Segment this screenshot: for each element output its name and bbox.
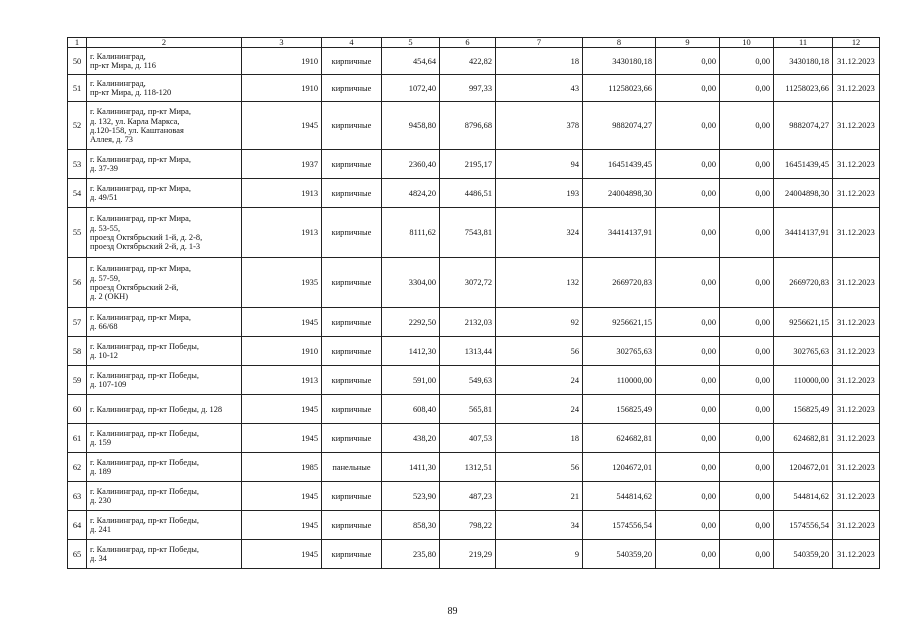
total-area-cell: 608,40 — [382, 395, 440, 424]
deadline-date-cell: 31.12.2023 — [833, 424, 880, 453]
residents-count-cell: 9 — [496, 540, 583, 569]
build-year-cell: 1945 — [242, 424, 322, 453]
cost-local-cell: 3430180,18 — [774, 48, 833, 75]
table-row — [68, 75, 880, 102]
address-cell — [87, 453, 242, 482]
row-number-cell: 54 — [68, 179, 87, 208]
cost-local-cell: 156825,49 — [774, 395, 833, 424]
cost-federal-cell: 0,00 — [656, 395, 720, 424]
wall-material-cell: кирпичные — [322, 150, 382, 179]
address-line: пр-кт Мира, д. 116 — [90, 61, 156, 71]
wall-material-cell: кирпичные — [322, 102, 382, 150]
column-header-4: 4 — [322, 38, 382, 48]
cost-total-cell: 302765,63 — [583, 337, 656, 366]
cost-regional-cell: 0,00 — [720, 258, 774, 308]
residents-count-cell: 18 — [496, 48, 583, 75]
address-cell — [87, 540, 242, 569]
address-line: д. 241 — [90, 525, 112, 535]
column-header-3: 3 — [242, 38, 322, 48]
address-line: г. Калининград, пр-кт Победы, д. 128 — [90, 404, 223, 414]
cost-local-cell: 302765,63 — [774, 337, 833, 366]
row-number-cell: 62 — [68, 453, 87, 482]
cost-local-cell: 34414137,91 — [774, 208, 833, 258]
living-area-cell: 7543,81 — [440, 208, 496, 258]
column-header-1: 1 — [68, 38, 87, 48]
cost-total-cell: 1204672,01 — [583, 453, 656, 482]
cost-federal-cell: 0,00 — [656, 150, 720, 179]
residents-count-cell: 378 — [496, 102, 583, 150]
total-area-cell: 3304,00 — [382, 258, 440, 308]
build-year-cell: 1910 — [242, 48, 322, 75]
address-line: д. 230 — [90, 496, 112, 506]
wall-material-cell: кирпичные — [322, 208, 382, 258]
cost-regional-cell: 0,00 — [720, 482, 774, 511]
build-year-cell: 1985 — [242, 453, 322, 482]
living-area-cell: 8796,68 — [440, 102, 496, 150]
row-number-cell: 58 — [68, 337, 87, 366]
total-area-cell: 9458,80 — [382, 102, 440, 150]
residents-count-cell: 324 — [496, 208, 583, 258]
wall-material-cell: кирпичные — [322, 511, 382, 540]
row-number-cell: 55 — [68, 208, 87, 258]
address-line: д.120-158, ул. Каштановая — [90, 125, 184, 135]
row-number-cell: 59 — [68, 366, 87, 395]
address-line: д. 37-39 — [90, 164, 118, 174]
cost-federal-cell: 0,00 — [656, 179, 720, 208]
living-area-cell: 487,23 — [440, 482, 496, 511]
living-area-cell: 4486,51 — [440, 179, 496, 208]
address-cell — [87, 482, 242, 511]
living-area-cell: 3072,72 — [440, 258, 496, 308]
address-line: проезд Октябрьский 2-й, д. 1-3 — [90, 242, 201, 252]
cost-regional-cell: 0,00 — [720, 75, 774, 102]
build-year-cell: 1913 — [242, 179, 322, 208]
wall-material-cell: кирпичные — [322, 395, 382, 424]
deadline-date-cell: 31.12.2023 — [833, 366, 880, 395]
address-cell — [87, 48, 242, 75]
residents-count-cell: 94 — [496, 150, 583, 179]
table-row — [68, 102, 880, 150]
cost-regional-cell: 0,00 — [720, 48, 774, 75]
residents-count-cell: 34 — [496, 511, 583, 540]
address-line: Аллея, д. 73 — [90, 135, 133, 145]
table-row — [68, 48, 880, 75]
table-row — [68, 337, 880, 366]
row-number-cell: 51 — [68, 75, 87, 102]
cost-total-cell: 110000,00 — [583, 366, 656, 395]
build-year-cell: 1913 — [242, 208, 322, 258]
address-cell — [87, 179, 242, 208]
residents-count-cell: 193 — [496, 179, 583, 208]
build-year-cell: 1945 — [242, 102, 322, 150]
row-number-cell: 56 — [68, 258, 87, 308]
total-area-cell: 1412,30 — [382, 337, 440, 366]
address-line: д. 189 — [90, 467, 112, 477]
page-number: 89 — [447, 606, 458, 617]
cost-federal-cell: 0,00 — [656, 102, 720, 150]
address-line: проезд Октябрьский 1-й, д. 2-8, — [90, 232, 203, 242]
cost-total-cell: 624682,81 — [583, 424, 656, 453]
table-row — [68, 540, 880, 569]
deadline-date-cell: 31.12.2023 — [833, 48, 880, 75]
address-cell — [87, 366, 242, 395]
address-line: д. 66/68 — [90, 322, 118, 332]
wall-material-cell: кирпичные — [322, 75, 382, 102]
cost-local-cell: 1204672,01 — [774, 453, 833, 482]
cost-federal-cell: 0,00 — [656, 258, 720, 308]
residents-count-cell: 18 — [496, 424, 583, 453]
cost-local-cell: 624682,81 — [774, 424, 833, 453]
cost-regional-cell: 0,00 — [720, 208, 774, 258]
total-area-cell: 2360,40 — [382, 150, 440, 179]
wall-material-cell: кирпичные — [322, 258, 382, 308]
wall-material-cell: кирпичные — [322, 179, 382, 208]
build-year-cell: 1945 — [242, 482, 322, 511]
address-line: г. Калининград, пр-кт Мира, — [90, 214, 191, 224]
living-area-cell: 1313,44 — [440, 337, 496, 366]
build-year-cell: 1937 — [242, 150, 322, 179]
cost-total-cell: 16451439,45 — [583, 150, 656, 179]
address-line: д. 159 — [90, 438, 112, 448]
cost-local-cell: 544814,62 — [774, 482, 833, 511]
cost-local-cell: 11258023,66 — [774, 75, 833, 102]
build-year-cell: 1910 — [242, 337, 322, 366]
address-cell — [87, 102, 242, 150]
address-cell — [87, 208, 242, 258]
address-line: г. Калининград, пр-кт Победы, — [90, 487, 199, 496]
residents-count-cell: 24 — [496, 395, 583, 424]
address-line: д. 49/51 — [90, 193, 118, 203]
cost-federal-cell: 0,00 — [656, 540, 720, 569]
cost-regional-cell: 0,00 — [720, 453, 774, 482]
row-number-cell: 52 — [68, 102, 87, 150]
address-cell — [87, 337, 242, 366]
build-year-cell: 1913 — [242, 366, 322, 395]
column-number-header — [68, 38, 880, 48]
deadline-date-cell: 31.12.2023 — [833, 102, 880, 150]
address-line: д. 2 (ОКН) — [90, 292, 128, 302]
cost-federal-cell: 0,00 — [656, 511, 720, 540]
total-area-cell: 4824,20 — [382, 179, 440, 208]
address-cell — [87, 75, 242, 102]
address-line: д. 57-59, — [90, 273, 121, 283]
total-area-cell: 438,20 — [382, 424, 440, 453]
deadline-date-cell: 31.12.2023 — [833, 150, 880, 179]
total-area-cell: 2292,50 — [382, 308, 440, 337]
address-line: г. Калининград, пр-кт Мира, — [90, 313, 191, 322]
column-header-2: 2 — [87, 38, 242, 48]
address-line: д. 53-55, — [90, 223, 121, 233]
row-number-cell: 53 — [68, 150, 87, 179]
total-area-cell: 1072,40 — [382, 75, 440, 102]
row-number-cell: 65 — [68, 540, 87, 569]
cost-total-cell: 1574556,54 — [583, 511, 656, 540]
living-area-cell: 219,29 — [440, 540, 496, 569]
cost-local-cell: 2669720,83 — [774, 258, 833, 308]
cost-total-cell: 3430180,18 — [583, 48, 656, 75]
cost-local-cell: 110000,00 — [774, 366, 833, 395]
deadline-date-cell: 31.12.2023 — [833, 540, 880, 569]
deadline-date-cell: 31.12.2023 — [833, 75, 880, 102]
wall-material-cell: кирпичные — [322, 366, 382, 395]
address-line: г. Калининград, пр-кт Победы, — [90, 429, 199, 438]
address-cell — [87, 258, 242, 308]
table-row — [68, 258, 880, 308]
row-number-cell: 61 — [68, 424, 87, 453]
residents-count-cell: 132 — [496, 258, 583, 308]
table-row — [68, 395, 880, 424]
cost-regional-cell: 0,00 — [720, 150, 774, 179]
address-cell — [87, 424, 242, 453]
build-year-cell: 1945 — [242, 511, 322, 540]
column-header-11: 11 — [774, 38, 833, 48]
column-header-8: 8 — [583, 38, 656, 48]
table-row — [68, 208, 880, 258]
cost-regional-cell: 0,00 — [720, 424, 774, 453]
cost-local-cell: 16451439,45 — [774, 150, 833, 179]
cost-local-cell: 24004898,30 — [774, 179, 833, 208]
address-cell — [87, 395, 242, 424]
total-area-cell: 1411,30 — [382, 453, 440, 482]
cost-federal-cell: 0,00 — [656, 208, 720, 258]
wall-material-cell: кирпичные — [322, 540, 382, 569]
build-year-cell: 1945 — [242, 395, 322, 424]
wall-material-cell: панельные — [322, 453, 382, 482]
cost-local-cell: 9256621,15 — [774, 308, 833, 337]
living-area-cell: 1312,51 — [440, 453, 496, 482]
address-line: г. Калининград, пр-кт Победы, — [90, 371, 199, 380]
column-header-12: 12 — [833, 38, 880, 48]
address-line: д. 10-12 — [90, 351, 118, 361]
total-area-cell: 591,00 — [382, 366, 440, 395]
address-line: г. Калининград, — [90, 52, 146, 61]
table-row — [68, 308, 880, 337]
address-line: д. 107-109 — [90, 380, 127, 390]
living-area-cell: 2195,17 — [440, 150, 496, 179]
cost-local-cell: 9882074,27 — [774, 102, 833, 150]
table-body — [68, 48, 880, 569]
cost-regional-cell: 0,00 — [720, 102, 774, 150]
deadline-date-cell: 31.12.2023 — [833, 337, 880, 366]
deadline-date-cell: 31.12.2023 — [833, 482, 880, 511]
address-line: пр-кт Мира, д. 118-120 — [90, 88, 172, 98]
cost-total-cell: 156825,49 — [583, 395, 656, 424]
deadline-date-cell: 31.12.2023 — [833, 395, 880, 424]
build-year-cell: 1910 — [242, 75, 322, 102]
table-row — [68, 511, 880, 540]
residents-count-cell: 56 — [496, 337, 583, 366]
address-cell — [87, 308, 242, 337]
cost-regional-cell: 0,00 — [720, 308, 774, 337]
cost-regional-cell: 0,00 — [720, 337, 774, 366]
build-year-cell: 1935 — [242, 258, 322, 308]
living-area-cell: 407,53 — [440, 424, 496, 453]
build-year-cell: 1945 — [242, 540, 322, 569]
deadline-date-cell: 31.12.2023 — [833, 308, 880, 337]
cost-regional-cell: 0,00 — [720, 366, 774, 395]
living-area-cell: 2132,03 — [440, 308, 496, 337]
address-line: г. Калининград, пр-кт Мира, — [90, 107, 191, 117]
row-number-cell: 57 — [68, 308, 87, 337]
cost-federal-cell: 0,00 — [656, 48, 720, 75]
cost-total-cell: 540359,20 — [583, 540, 656, 569]
address-line: г. Калининград, пр-кт Победы, — [90, 458, 199, 467]
cost-federal-cell: 0,00 — [656, 482, 720, 511]
living-area-cell: 549,63 — [440, 366, 496, 395]
cost-regional-cell: 0,00 — [720, 395, 774, 424]
column-header-7: 7 — [496, 38, 583, 48]
cost-total-cell: 11258023,66 — [583, 75, 656, 102]
row-number-cell: 60 — [68, 395, 87, 424]
cost-federal-cell: 0,00 — [656, 75, 720, 102]
row-number-cell: 63 — [68, 482, 87, 511]
residents-count-cell: 56 — [496, 453, 583, 482]
residents-count-cell: 21 — [496, 482, 583, 511]
living-area-cell: 997,33 — [440, 75, 496, 102]
cost-federal-cell: 0,00 — [656, 453, 720, 482]
cost-local-cell: 540359,20 — [774, 540, 833, 569]
cost-total-cell: 2669720,83 — [583, 258, 656, 308]
cost-total-cell: 9256621,15 — [583, 308, 656, 337]
deadline-date-cell: 31.12.2023 — [833, 179, 880, 208]
wall-material-cell: кирпичные — [322, 337, 382, 366]
address-cell — [87, 511, 242, 540]
cost-federal-cell: 0,00 — [656, 366, 720, 395]
row-number-cell: 64 — [68, 511, 87, 540]
column-header-10: 10 — [720, 38, 774, 48]
total-area-cell: 523,90 — [382, 482, 440, 511]
total-area-cell: 858,30 — [382, 511, 440, 540]
residents-count-cell: 43 — [496, 75, 583, 102]
column-header-6: 6 — [440, 38, 496, 48]
table-row — [68, 453, 880, 482]
address-line: г. Калининград, пр-кт Мира, — [90, 184, 191, 193]
column-header-5: 5 — [382, 38, 440, 48]
cost-total-cell: 34414137,91 — [583, 208, 656, 258]
total-area-cell: 454,64 — [382, 48, 440, 75]
residents-count-cell: 92 — [496, 308, 583, 337]
living-area-cell: 798,22 — [440, 511, 496, 540]
cost-federal-cell: 0,00 — [656, 424, 720, 453]
address-line: г. Калининград, пр-кт Мира, — [90, 155, 191, 164]
cost-local-cell: 1574556,54 — [774, 511, 833, 540]
build-year-cell: 1945 — [242, 308, 322, 337]
table-row — [68, 482, 880, 511]
cost-total-cell: 24004898,30 — [583, 179, 656, 208]
wall-material-cell: кирпичные — [322, 308, 382, 337]
residents-count-cell: 24 — [496, 366, 583, 395]
cost-regional-cell: 0,00 — [720, 540, 774, 569]
address-line: г. Калининград, пр-кт Победы, — [90, 516, 199, 525]
deadline-date-cell: 31.12.2023 — [833, 453, 880, 482]
wall-material-cell: кирпичные — [322, 48, 382, 75]
housing-register-table — [67, 37, 880, 569]
living-area-cell: 565,81 — [440, 395, 496, 424]
total-area-cell: 235,80 — [382, 540, 440, 569]
address-line: проезд Октябрьский 2-й, — [90, 282, 179, 292]
deadline-date-cell: 31.12.2023 — [833, 258, 880, 308]
cost-total-cell: 544814,62 — [583, 482, 656, 511]
address-line: г. Калининград, — [90, 79, 146, 88]
total-area-cell: 8111,62 — [382, 208, 440, 258]
table-row — [68, 366, 880, 395]
address-cell — [87, 150, 242, 179]
wall-material-cell: кирпичные — [322, 482, 382, 511]
cost-regional-cell: 0,00 — [720, 179, 774, 208]
cost-federal-cell: 0,00 — [656, 308, 720, 337]
row-number-cell: 50 — [68, 48, 87, 75]
address-line: г. Калининград, пр-кт Победы, — [90, 342, 199, 351]
address-line: г. Калининград, пр-кт Победы, — [90, 545, 199, 554]
cost-federal-cell: 0,00 — [656, 337, 720, 366]
table-row — [68, 179, 880, 208]
table-row — [68, 424, 880, 453]
wall-material-cell: кирпичные — [322, 424, 382, 453]
address-line: д. 132, ул. Карла Маркса, — [90, 116, 180, 126]
table-row — [68, 150, 880, 179]
column-header-9: 9 — [656, 38, 720, 48]
deadline-date-cell: 31.12.2023 — [833, 511, 880, 540]
cost-regional-cell: 0,00 — [720, 511, 774, 540]
deadline-date-cell: 31.12.2023 — [833, 208, 880, 258]
address-line: г. Калининград, пр-кт Мира, — [90, 264, 191, 274]
cost-total-cell: 9882074,27 — [583, 102, 656, 150]
living-area-cell: 422,82 — [440, 48, 496, 75]
address-line: д. 34 — [90, 554, 107, 564]
